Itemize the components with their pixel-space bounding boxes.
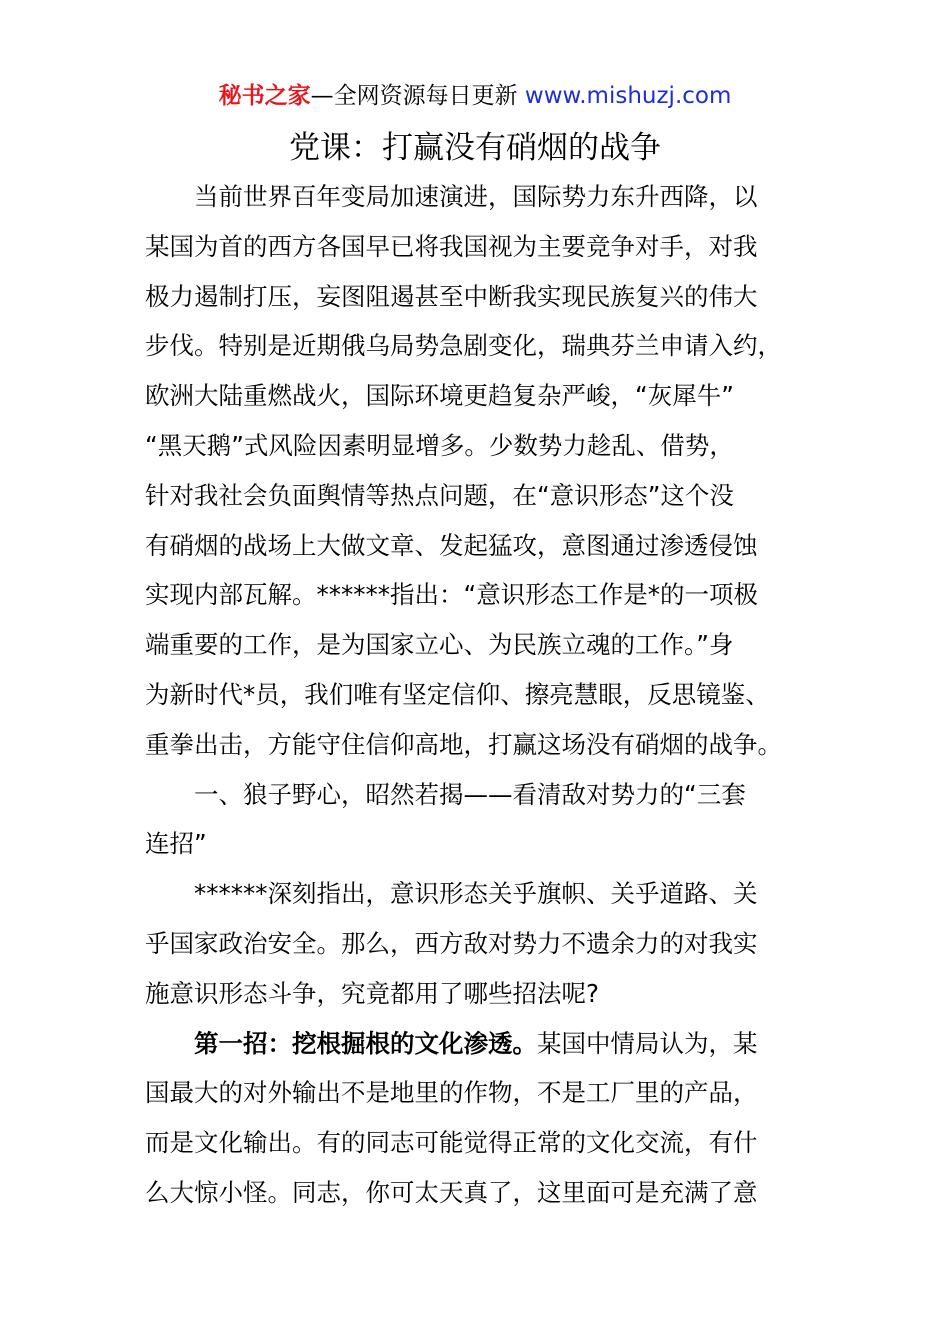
text-line-with-lead	[145, 1019, 810, 1069]
text-line: 么大惊小怪。同志，你可太天真了，这里面可是充满了意	[145, 1177, 758, 1207]
brand-name: 秘书之家	[218, 83, 311, 109]
header-tagline: —全网资源每日更新	[310, 83, 525, 109]
text-line: “黑天鹅”式风险因素明显增多。少数势力趁乱、借势，	[145, 430, 734, 460]
text-line: 某国为首的西方各国早已将我国视为主要竞争对手，对我	[145, 231, 758, 261]
section-heading-cont: 连招”	[145, 829, 207, 859]
text-line: 端重要的工作，是为国家立心、为民族立魂的工作。”身	[145, 630, 734, 660]
text-line: 乎国家政治安全。那么，西方敌对势力不遗余力的对我实	[145, 928, 758, 958]
text-line: 当前世界百年变局加速演进，国际势力东升西降，以	[194, 182, 758, 211]
text-line: 而是文化输出。有的同志可能觉得正常的文化交流，有什	[145, 1128, 758, 1158]
text-line: 国最大的对外输出不是地里的作物，不是工厂里的产品，	[145, 1078, 758, 1108]
bold-lead: 第一招：挖根掘根的文化渗透。	[194, 1028, 537, 1058]
site-header	[0, 80, 950, 112]
text-line: 针对我社会负面舆情等热点问题，在“意识形态”这个没	[145, 480, 734, 510]
text-line: 极力遏制打压，妄图阻遏甚至中断我实现民族复兴的伟大	[145, 281, 758, 311]
text-line: 步伐。特别是近期俄乌局势急剧变化，瑞典芬兰申请入约，	[145, 331, 782, 361]
text-line: 重拳出击，方能守住信仰高地，打赢这场没有硝烟的战争。	[145, 729, 782, 759]
lead-text: 某国中情局认为，某	[537, 1028, 758, 1058]
body-text	[145, 172, 810, 1218]
page-title: 党课：打赢没有硝烟的战争	[289, 130, 661, 166]
text-line: 欧洲大陆重燃战火，国际环境更趋复杂严峻，“灰犀牛”	[145, 381, 734, 411]
site-url[interactable]: www.mishuzj.com	[524, 83, 732, 109]
text-line: 施意识形态斗争，究竟都用了哪些招法呢?	[145, 978, 600, 1008]
text-line: 为新时代*员，我们唯有坚定信仰、擦亮慧眼，反思镜鉴、	[145, 679, 770, 709]
text-line: 有硝烟的战场上大做文章、发起猛攻，意图通过渗透侵蚀	[145, 530, 758, 560]
text-line: ******深刻指出，意识形态关乎旗帜、关乎道路、关	[194, 879, 758, 909]
section-heading: 一、狼子野心，昭然若揭——看清敌对势力的“三套	[194, 779, 746, 809]
text-line: 实现内部瓦解。******指出：“意识形态工作是*的一项极	[145, 580, 758, 610]
